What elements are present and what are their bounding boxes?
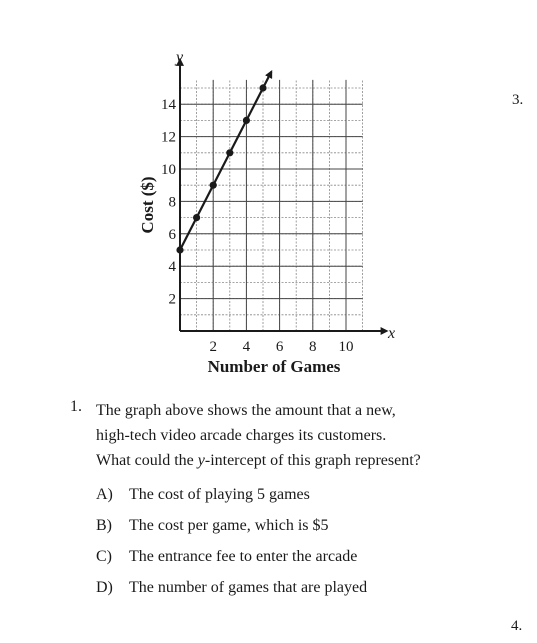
choice-d-letter: D) [96,579,113,596]
question-number: 1. [70,398,82,415]
choice-b[interactable] [96,517,329,535]
y-tick-label: 8 [168,194,176,211]
x-tick-label: 2 [209,339,217,355]
question-line-3-pre: What could the [96,452,198,469]
choice-b-letter: B) [96,517,112,534]
data-point [259,84,266,91]
question-line-3 [96,448,506,473]
question-line-2: high-tech video arcade charges its customers. [96,427,387,444]
choice-d-text: The number of games that are played [129,579,368,596]
question-stem [96,398,506,473]
series [176,72,271,254]
page-number-3: 3. [512,92,524,108]
choice-c[interactable] [96,548,357,566]
choice-c-text: The entrance fee to enter the arcade [129,548,358,565]
data-point [226,149,233,156]
y-axis-title: Cost ($) [138,176,157,234]
grid [180,80,363,331]
x-axis-letter: x [388,325,396,342]
data-point [193,214,200,221]
question-line-3-post: -intercept of this graph represent? [204,452,421,469]
series-line [180,72,271,250]
y-tick-label: 14 [161,97,176,114]
y-tick-label: 4 [168,259,176,276]
data-point [243,117,250,124]
data-point [176,246,183,253]
y-axis-letter: y [176,49,184,66]
x-tick-label: 8 [309,339,317,355]
x-tick-label: 6 [275,339,284,355]
choice-a-letter: A) [96,486,113,503]
choice-a[interactable] [96,486,310,504]
choice-a-text: The cost of playing 5 games [129,486,310,503]
question-line-1: The graph above shows the amount that a new, [96,402,396,419]
y-tick-label: 6 [168,226,176,243]
y-tick-label: 12 [161,129,176,146]
data-point [210,182,217,189]
x-tick-label: 10 [338,339,354,355]
y-tick-label: 2 [168,291,176,308]
choice-b-text: The cost per game, which is $5 [129,517,329,534]
y-tick-label: 10 [161,162,176,178]
question-line-3-var: y [197,452,205,469]
choice-d[interactable] [96,579,367,597]
x-axis-title: Number of Games [207,357,341,376]
tick-labels [161,97,354,355]
axes [180,60,387,331]
page-number-4: 4. [511,618,523,634]
choice-c-letter: C) [96,548,112,565]
x-tick-label: 4 [242,339,251,355]
